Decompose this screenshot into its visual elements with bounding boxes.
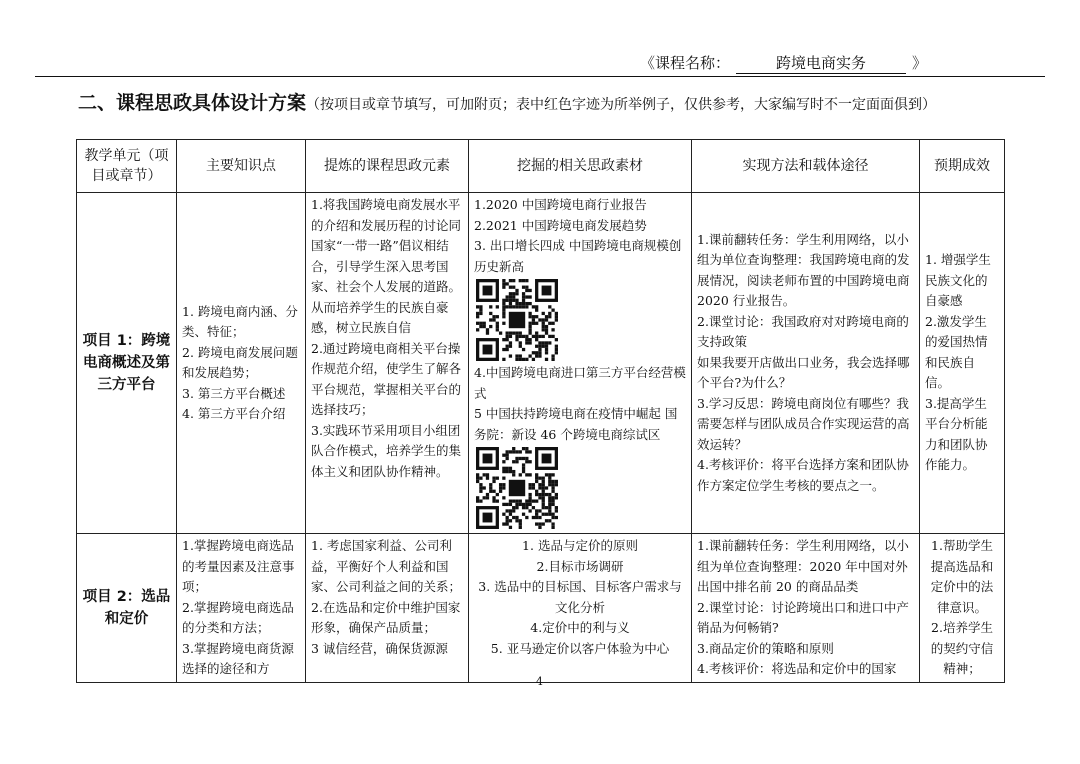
element-item: 2.通过跨境电商相关平台操作规范介绍，使学生了解各平台规范，掌握相关平台的选择技巧； xyxy=(311,340,462,417)
methods-cell xyxy=(692,534,920,683)
material-item: 2.2021 中国跨境电商发展趋势 xyxy=(474,217,647,233)
section-note: （按项目或章节填写，可加附页；表中红色字迹为所举例子，仅供参考，大家编写时不一定面面俱到） xyxy=(306,97,937,113)
methods-cell xyxy=(692,193,920,534)
knowledge-item: 2.掌握跨境电商选品的分类和方法； xyxy=(182,599,294,635)
course-prefix: 《课程名称： xyxy=(640,54,731,72)
method-item: 4.考核评价：将平台选择方案和团队协作方案定位学生考核的要点之一。 xyxy=(697,457,909,493)
table-row xyxy=(77,193,1005,534)
material-item: 5 中国扶持跨境电商在疫情中崛起 国务院：新设 46 个跨境电商综试区 xyxy=(474,406,678,442)
table-header-row xyxy=(77,140,1005,193)
knowledge-item: 4. 第三方平台介绍 xyxy=(182,406,286,421)
elements-cell xyxy=(306,534,469,683)
knowledge-item: 1. 跨境电商内涵、分类、特征； xyxy=(182,303,298,339)
material-item: 3. 选品中的目标国、目标客户需求与文化分析 xyxy=(478,579,682,615)
outcome-item: 3.提高学生平台分析能力和团队协作能力。 xyxy=(925,395,988,473)
header-outcomes: 预期成效 xyxy=(920,140,1005,193)
element-item: 1.将我国跨境电商发展水平的介绍和发展历程的讨论同国家“一带一路”倡议相结合，引导学生深入思考国家、社会个人发展的道路。从而培养学生的民族自豪感，树立民族自信 xyxy=(311,197,462,335)
material-item: 4.定价中的利与义 xyxy=(530,620,630,635)
method-item: 3.学习反思：跨境电商岗位有哪些？我需要怎样与团队成员合作实现运营的高效运转？ xyxy=(697,395,910,452)
element-item: 1. 考虑国家利益、公司利益，平衡好个人利益和国家、公司利益之间的关系； xyxy=(311,538,462,594)
header-rule xyxy=(35,76,1045,77)
method-item: 3.商品定价的策略和原则 xyxy=(697,640,834,656)
material-item: 4.中国跨境电商进口第三方平台经营模式 xyxy=(474,365,686,401)
page-number: 4 xyxy=(536,675,543,688)
outcome-item: 2.培养学生的契约守信精神； xyxy=(930,620,994,676)
material-item: 1.2020 中国跨境电商行业报告 xyxy=(474,197,647,212)
table-row xyxy=(77,534,1005,683)
material-item: 3. 出口增长四成 中国跨境电商规模创历史新高 xyxy=(474,238,682,274)
qr-code-icon[interactable] xyxy=(476,447,558,529)
header-materials: 挖掘的相关思政素材 xyxy=(469,140,692,193)
outcome-item: 2.激发学生的爱国热情和民族自信。 xyxy=(925,313,988,391)
course-name: 跨境电商实务 xyxy=(736,52,906,74)
unit-cell: 项目 2：选品和定价 xyxy=(77,534,177,683)
method-item: 1.课前翻转任务：学生利用网络，以小组为单位查询整理：我国跨境电商的发展情况，阅读老师布置的中国跨境电商 2020 行业报告。 xyxy=(697,231,910,309)
outcome-item: 1. 增强学生民族文化的自豪感 xyxy=(925,252,991,309)
material-item: 5. 亚马逊定价以客户体验为中心 xyxy=(490,640,670,656)
element-item: 2.在选品和定价中维护国家形象，确保产品质量； xyxy=(311,599,461,635)
method-item: 2.课堂讨论：讨论跨境出口和进口中产销品为何畅销? xyxy=(697,599,909,635)
method-item: 如果我要开店做出口业务，我会选择哪个平台?为什么？ xyxy=(697,354,910,391)
qr-code-icon[interactable] xyxy=(476,279,558,361)
section-title: 二、课程思政具体设计方案 xyxy=(78,92,307,114)
knowledge-cell xyxy=(177,534,306,683)
element-item: 3 诚信经营，确保货源源 xyxy=(311,640,448,656)
course-name-header xyxy=(640,52,927,74)
header-methods: 实现方法和载体途径 xyxy=(692,140,920,193)
design-table xyxy=(76,139,1005,683)
knowledge-cell xyxy=(177,193,306,534)
course-suffix: 》 xyxy=(912,54,928,72)
material-item: 2.目标市场调研 xyxy=(536,558,624,574)
knowledge-item: 1.掌握跨境电商选品的考量因素及注意事项； xyxy=(182,538,295,594)
element-item: 3.实践环节采用项目小组团队合作模式，培养学生的集体主义和团队协作精神。 xyxy=(311,422,462,479)
material-item: 1. 选品与定价的原则 xyxy=(522,538,638,553)
method-item: 4.考核评价：将选品和定价中的国家 xyxy=(697,661,897,676)
header-knowledge: 主要知识点 xyxy=(177,140,306,193)
knowledge-item: 2. 跨境电商发展问题和发展趋势； xyxy=(182,344,298,380)
header-unit: 教学单元（项目或章节） xyxy=(77,140,177,193)
elements-cell xyxy=(306,193,469,534)
method-item: 1.课前翻转任务：学生利用网络，以小组为单位查询整理：2020 年中国对外出国中排名前 20 的商品品类 xyxy=(697,538,909,594)
unit-cell: 项目 1：跨境电商概述及第三方平台 xyxy=(77,193,177,534)
materials-cell xyxy=(469,193,692,534)
outcome-item: 1.帮助学生提高选品和定价中的法律意识。 xyxy=(930,538,994,615)
method-item: 2.课堂讨论：我国政府对对跨境电商的支持政策 xyxy=(697,313,909,350)
section-heading xyxy=(78,88,936,115)
header-elements: 提炼的课程思政元素 xyxy=(306,140,469,193)
outcomes-cell xyxy=(920,534,1005,683)
materials-cell xyxy=(469,534,692,683)
outcomes-cell xyxy=(920,193,1005,534)
knowledge-item: 3. 第三方平台概述 xyxy=(182,385,286,401)
knowledge-item: 3.掌握跨境电商货源选择的途径和方 xyxy=(182,640,294,676)
